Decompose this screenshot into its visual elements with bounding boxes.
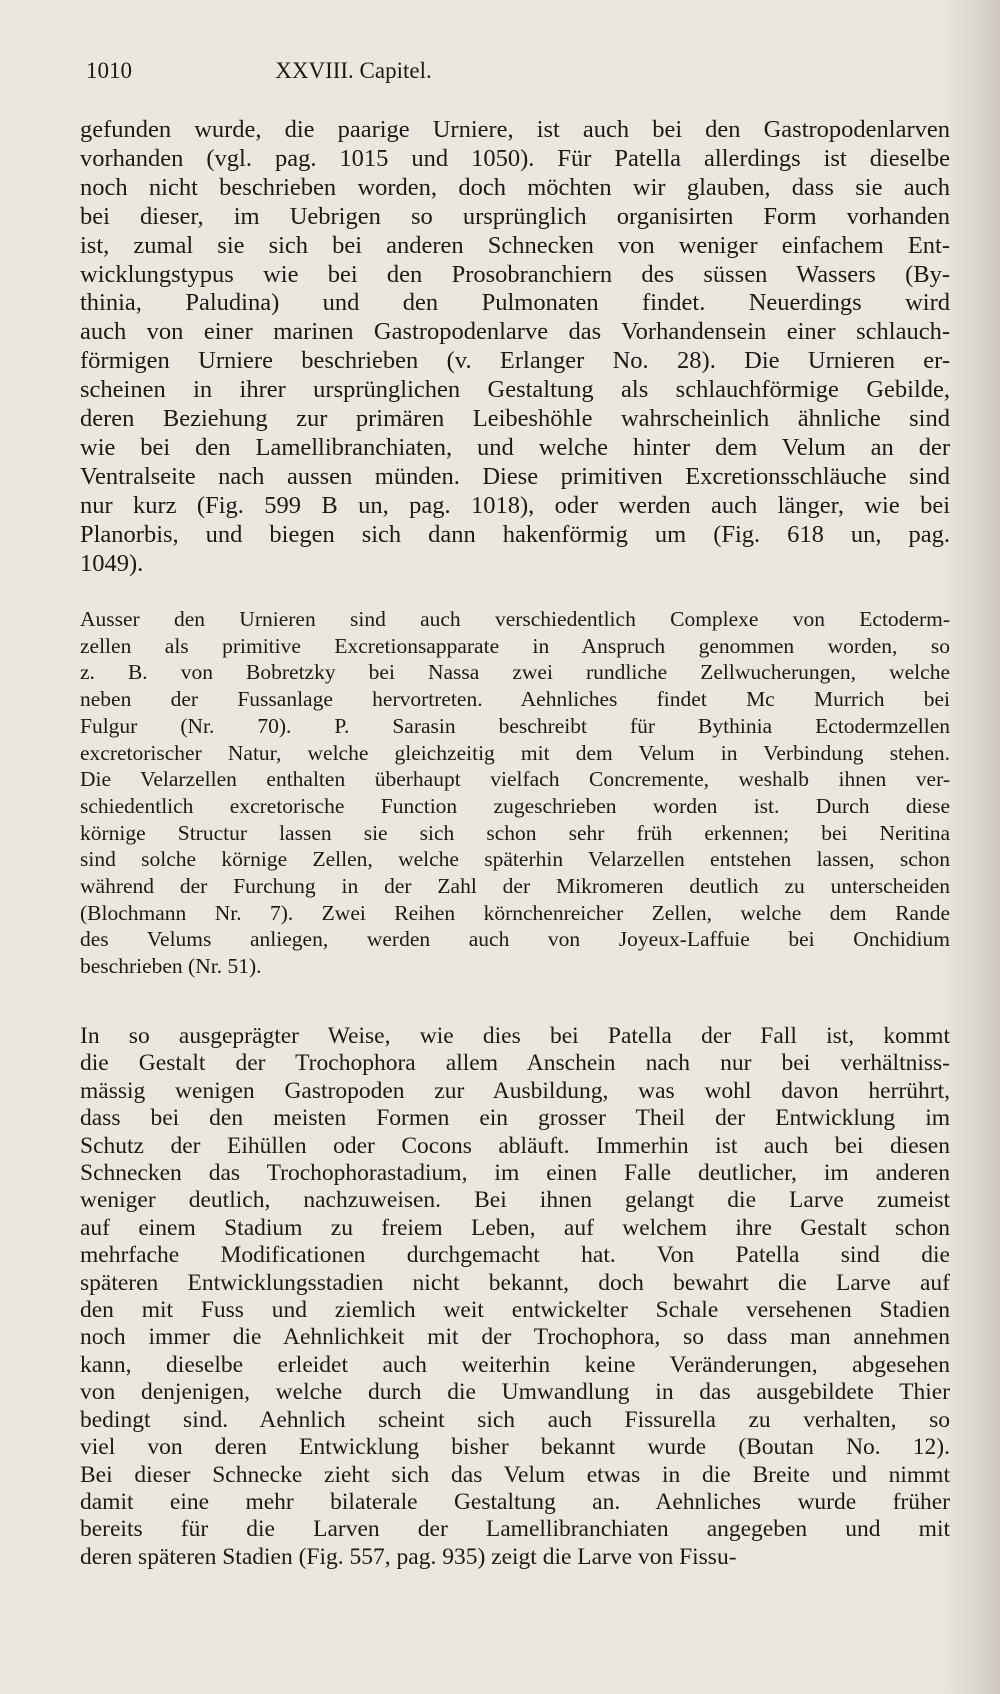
text-line: wicklungstypus wie bei den Prosobranchiern des süssen Wassers (By-	[80, 260, 950, 288]
text-line: während der Furchung in der Zahl der Mikromeren deutlich zu unterscheiden	[80, 874, 950, 899]
text-line: Planorbis, und biegen sich dann hakenförmig um (Fig. 618 un, pag.	[80, 520, 950, 548]
text-line: vorhanden (vgl. pag. 1015 und 1050). Für Patella allerdings ist dieselbe	[80, 144, 950, 172]
text-line: auf einem Stadium zu freiem Leben, auf welchem ihre Gestalt schon	[80, 1214, 950, 1241]
text-line: schiedentlich excretorische Function zugeschrieben worden ist. Durch diese	[80, 793, 950, 818]
text-line: mässig wenigen Gastropoden zur Ausbildung, was wohl davon herrührt,	[80, 1077, 950, 1104]
page-header	[86, 58, 936, 88]
text-line: bei dieser, im Uebrigen so ursprünglich organisirten Form vorhanden	[80, 202, 950, 230]
paragraph-trochophora	[80, 1023, 950, 1571]
text-line: mehrfache Modificationen durchgemacht hat. Von Patella sind die	[80, 1242, 950, 1269]
text-line: 1049).	[80, 549, 144, 577]
text-line: Schnecken das Trochophorastadium, im einen Falle deutlicher, im anderen	[80, 1160, 950, 1187]
text-line: damit eine mehr bilaterale Gestaltung an. Aehnliches wurde früher	[80, 1488, 950, 1515]
page-number: 1010	[86, 58, 132, 83]
text-line: die Gestalt der Trochophora allem Anschein nach nur bei verhältniss-	[80, 1050, 950, 1077]
text-line: deren Beziehung zur primären Leibeshöhle wahrscheinlich ähnliche sind	[80, 405, 950, 433]
text-line: (Blochmann Nr. 7). Zwei Reihen körnchenreicher Zellen, welche dem Rande	[80, 900, 950, 925]
text-line: neben der Fussanlage hervortreten. Aehnliches findet Mc Murrich bei	[80, 687, 950, 712]
text-line: noch nicht beschrieben worden, doch möchten wir glauben, dass sie auch	[80, 173, 950, 201]
text-line: Schutz der Eihüllen oder Cocons abläuft. Immerhin ist auch bei diesen	[80, 1132, 950, 1159]
text-line: viel von deren Entwicklung bisher bekannt wurde (Boutan No. 12).	[80, 1434, 950, 1461]
text-line: bereits für die Larven der Lamellibranchiaten angegeben und mit	[80, 1516, 950, 1543]
text-line: körnige Structur lassen sie sich schon sehr früh erkennen; bei Neritina	[80, 820, 950, 845]
running-title: XXVIII. Capitel.	[275, 58, 432, 83]
text-line: weniger deutlich, nachzuweisen. Bei ihnen gelangt die Larve zumeist	[80, 1187, 950, 1214]
text-line: von denjenigen, welche durch die Umwandlung in das ausgebildete Thier	[80, 1379, 950, 1406]
text-line: zellen als primitive Excretionsapparate in Anspruch genommen worden, so	[80, 633, 950, 658]
text-line: Ventralseite nach aussen münden. Diese primitiven Excretionsschläuche sind	[80, 462, 950, 490]
text-line: Die Velarzellen enthalten überhaupt vielfach Concremente, weshalb ihnen ver-	[80, 767, 950, 792]
text-line: beschrieben (Nr. 51).	[80, 954, 262, 979]
text-line: Ausser den Urnieren sind auch verschiedentlich Complexe von Ectoderm-	[80, 607, 950, 631]
text-line: bedingt sind. Aehnlich scheint sich auch Fissurella zu verhalten, so	[80, 1406, 950, 1433]
text-line: den mit Fuss und ziemlich weit entwickelter Schale versehenen Stadien	[80, 1297, 950, 1324]
text-line: dass bei den meisten Formen ein grosser Theil der Entwicklung im	[80, 1105, 950, 1132]
text-line: In so ausgeprägter Weise, wie dies bei Patella der Fall ist, kommt	[80, 1023, 950, 1049]
text-line: förmigen Urniere beschrieben (v. Erlanger No. 28). Die Urnieren er-	[80, 347, 950, 375]
text-line: Fulgur (Nr. 70). P. Sarasin beschreibt für Bythinia Ectodermzellen	[80, 713, 950, 738]
text-line: sind solche körnige Zellen, welche späterhin Velarzellen entstehen lassen, schon	[80, 847, 950, 872]
text-line: thinia, Paludina) und den Pulmonaten findet. Neuerdings wird	[80, 289, 950, 317]
text-line: wie bei den Lamellibranchiaten, und welche hinter dem Velum an der	[80, 433, 950, 461]
text-line: auch von einer marinen Gastropodenlarve das Vorhandensein einer schlauch-	[80, 318, 950, 346]
text-line: excretorischer Natur, welche gleichzeitig mit dem Velum in Verbindung stehen.	[80, 740, 950, 765]
text-line: gefunden wurde, die paarige Urniere, ist auch bei den Gastropodenlarven	[80, 116, 950, 143]
paragraph-urniere	[80, 116, 950, 579]
text-line: des Velums anliegen, werden auch von Joyeux-Laffuie bei Onchidium	[80, 927, 950, 952]
text-line: deren späteren Stadien (Fig. 557, pag. 935) zeigt die Larve von Fissu-	[80, 1543, 737, 1570]
text-line: kann, dieselbe erleidet auch weiterhin keine Veränderungen, abgesehen	[80, 1351, 950, 1378]
text-line: noch immer die Aehnlichkeit mit der Trochophora, so dass man annehmen	[80, 1324, 950, 1351]
text-line: Bei dieser Schnecke zieht sich das Velum etwas in die Breite und nimmt	[80, 1461, 950, 1488]
text-line: ist, zumal sie sich bei anderen Schnecken von weniger einfachem Ent-	[80, 231, 950, 259]
text-line: z. B. von Bobretzky bei Nassa zwei rundliche Zellwucherungen, welche	[80, 660, 950, 685]
paragraph-ectoderm-cells	[80, 606, 950, 980]
text-line: späteren Entwicklungsstadien nicht bekannt, doch bewahrt die Larve auf	[80, 1269, 950, 1296]
text-line: scheinen in ihrer ursprünglichen Gestaltung als schlauchförmige Gebilde,	[80, 376, 950, 404]
text-line: nur kurz (Fig. 599 B un, pag. 1018), oder werden auch länger, wie bei	[80, 491, 950, 519]
